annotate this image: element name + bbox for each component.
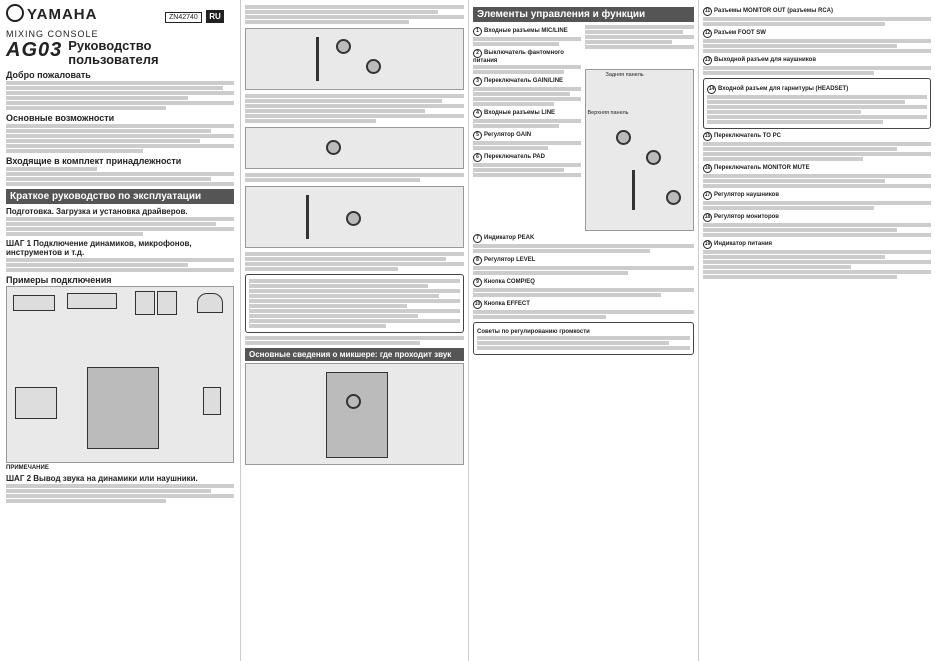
fourth-column	[698, 0, 935, 661]
gain-knob-figure	[245, 28, 464, 90]
item-1: 1 Входные разъемы MIC/LINE	[473, 27, 581, 36]
prep-heading: Подготовка. Загрузка и установка драйверов.	[6, 207, 188, 216]
item-10: 10 Кнопка EFFECT	[474, 301, 530, 307]
controls-list-right	[585, 24, 695, 231]
signal-flow-mixer	[326, 372, 388, 458]
item-18: 18 Регулятор мониторов	[704, 214, 779, 220]
computer-device	[15, 387, 57, 419]
level-figure-2	[245, 186, 464, 248]
item-5: 5 Регулятор GAIN	[473, 131, 581, 140]
features-text-block	[6, 124, 234, 153]
top-panel-knob-1	[616, 130, 631, 145]
level-figure-1	[245, 127, 464, 169]
item-13: 13 Выходной разъем для наушников	[704, 57, 817, 63]
item-7: 7 Индикатор PEAK	[473, 234, 694, 243]
item-12: 12 Разъем FOOT SW	[704, 30, 766, 36]
item-15: 15 Переключатель TO PC	[704, 133, 781, 139]
prep-text-block	[6, 217, 234, 236]
top-panel-knob-3	[666, 190, 681, 205]
step-7-text	[245, 173, 464, 182]
item-14: 14 Входной разъем для гарнитуры (HEADSET)	[708, 86, 849, 92]
gain-knob	[336, 39, 351, 54]
examples-heading: Примеры подключения	[6, 275, 112, 285]
guitar-device	[13, 295, 55, 311]
keyboard-device	[67, 293, 117, 309]
item-16: 16 Переключатель MONITOR MUTE	[704, 165, 810, 171]
controls-bar: Элементы управления и функции	[473, 7, 694, 22]
steps-3-text	[245, 5, 464, 24]
rear-panel-label: Задняя панель	[605, 72, 644, 78]
included-text-block	[6, 167, 234, 186]
tips-box	[473, 322, 694, 355]
speaker-left-device	[135, 291, 155, 315]
step-10-text	[245, 336, 464, 345]
model-line: MIXING CONSOLE	[6, 29, 99, 39]
signal-flow-diagram	[245, 363, 464, 465]
model-name: AG03	[6, 39, 63, 61]
welcome-text-block	[6, 81, 234, 110]
level-knob	[366, 59, 381, 74]
level-figure-knob-2	[346, 211, 361, 226]
phone-device	[203, 387, 221, 415]
item-3: 3 Переключатель GAIN/LINE	[473, 77, 581, 86]
quick-guide-bar: Краткое руководство по эксплуатации	[6, 189, 234, 204]
top-panel-figure	[585, 69, 695, 231]
signal-flow-knob	[346, 394, 361, 409]
controls-list-left	[473, 24, 581, 231]
connection-diagram	[6, 286, 234, 463]
step1-text-block	[6, 258, 234, 272]
yamaha-tuning-fork-icon	[6, 4, 24, 22]
top-panel-knob-2	[646, 150, 661, 165]
headphones-device	[197, 293, 223, 313]
note-label: ПРИМЕЧАНИЕ	[6, 465, 49, 471]
left-column	[0, 0, 240, 661]
fader-slider	[316, 37, 319, 81]
volume-tips-box	[245, 274, 464, 333]
included-heading: Входящие в комплект принадлежности	[6, 156, 182, 166]
guide-title	[68, 39, 158, 67]
item-8: 8 Регулятор LEVEL	[473, 256, 694, 265]
guide-title-line1: Руководство	[68, 38, 152, 53]
basics-bar: Основные сведения о микшере: где проходит звук	[245, 348, 464, 361]
tips-heading: Советы по регулированию громкости	[477, 329, 590, 335]
step2-heading: ШАГ 2 Вывод звука на динамики или наушники.	[6, 474, 198, 483]
guide-title-line2: пользователя	[68, 52, 159, 67]
welcome-heading: Добро пожаловать	[6, 70, 91, 80]
brand-name: YAMAHA	[27, 6, 98, 23]
features-heading: Основные возможности	[6, 113, 115, 123]
headset-box	[703, 78, 931, 129]
third-column	[468, 0, 698, 661]
item-17: 17 Регулятор наушников	[704, 192, 780, 198]
level-figure-knob	[326, 140, 341, 155]
step2-text-block	[6, 484, 234, 503]
item-4: 4 Входные разъемы LINE	[473, 109, 581, 118]
speaker-right-device	[157, 291, 177, 315]
steps-4-6-text	[245, 94, 464, 123]
top-panel-slider	[632, 170, 635, 210]
mixer-device	[87, 367, 159, 449]
item-19: 19 Индикатор питания	[704, 241, 773, 247]
item-6: 6 Переключатель PAD	[473, 153, 581, 162]
top-panel-label: Верхняя панель	[587, 110, 629, 116]
doc-code: ZN42740	[165, 12, 202, 23]
level-figure-slider	[306, 195, 309, 239]
item-11: 11 Разъемы MONITOR OUT (разъемы RCA)	[704, 8, 834, 14]
item-2: 2 Выключатель фантомного питания	[473, 50, 564, 64]
step1-heading: ШАГ 1 Подключение динамиков, микрофонов, инструментов и т.д.	[6, 239, 192, 257]
item-9: 9 Кнопка COMP/EQ	[473, 278, 694, 287]
second-column	[240, 0, 468, 661]
steps-8-9-text	[245, 252, 464, 271]
language-badge: RU	[206, 10, 224, 23]
